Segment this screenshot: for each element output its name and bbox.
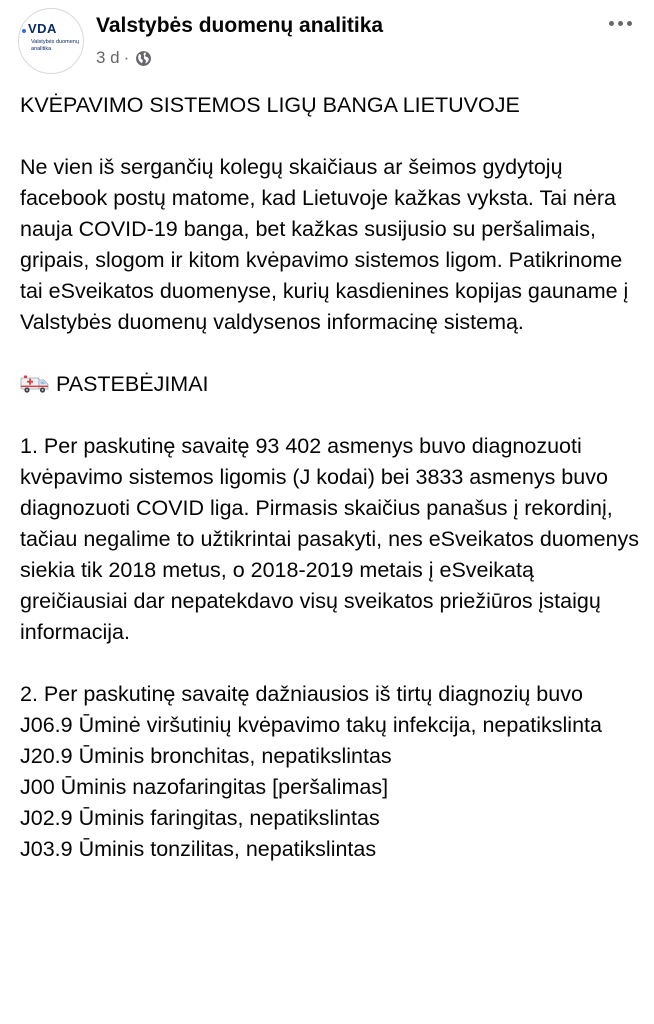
- more-options-dot: [618, 21, 623, 26]
- post-header: [18, 8, 638, 78]
- avatar-brand: VDA: [28, 21, 57, 36]
- post-intro: Ne vien iš sergančių kolegų skaičiaus ar šeimos gydytojų facebook postų matome, kad Lietuvoje kažkas vyksta. Tai nėra nauja COVID-19 banga, bet kažkas susijusio su peršalimais, gripais, slogom ir kitom kvėpavimo sistemos ligom. Patikrinome tai eSveikatos duomenyse, kurių kasdienines kopijas gauname į Valstybės duomenų valdysenos informacinę sistemą.: [20, 155, 635, 334]
- section-heading: PASTEBĖJIMAI: [56, 372, 209, 396]
- more-options-icon: [609, 21, 614, 26]
- avatar-subtitle: Valstybės duomenų analitika: [31, 39, 79, 52]
- point-2-intro: 2. Per paskutinę savaitę dažniausios iš tirtų diagnozių buvo: [20, 682, 583, 706]
- meta-separator: ·: [123, 48, 130, 67]
- logo-dot: [22, 29, 26, 33]
- diagnosis-item: J20.9 Ūminis bronchitas, nepatikslintas: [20, 744, 392, 768]
- page-name[interactable]: Valstybės duomenų analitika: [96, 14, 384, 37]
- post-meta: [96, 48, 152, 68]
- globe-icon: [135, 50, 152, 67]
- post-title: KVĖPAVIMO SISTEMOS LIGŲ BANGA LIETUVOJE: [20, 93, 520, 117]
- avatar[interactable]: [18, 8, 84, 74]
- section-heading-line: [20, 369, 640, 400]
- diagnosis-item: J02.9 Ūminis faringitas, nepatikslintas: [20, 806, 380, 830]
- spacer: [20, 400, 640, 431]
- diagnosis-item: J00 Ūminis nazofaringitas [peršalimas]: [20, 775, 389, 799]
- post-body: [20, 90, 646, 865]
- ambulance-icon: [20, 372, 50, 394]
- spacer: [20, 648, 640, 679]
- spacer: [20, 121, 640, 152]
- diagnosis-item: J03.9 Ūminis tonzilitas, nepatikslintas: [20, 837, 377, 861]
- post-time[interactable]: 3 d: [96, 48, 120, 67]
- diagnosis-item: J06.9 Ūminė viršutinių kvėpavimo takų infekcija, nepatikslinta: [20, 713, 602, 737]
- more-options-button[interactable]: [602, 8, 638, 38]
- spacer: [20, 338, 640, 369]
- more-options-dot: [627, 21, 632, 26]
- point-1: 1. Per paskutinę savaitę 93 402 asmenys buvo diagnozuoti kvėpavimo sistemos ligomis (J kodai) bei 3833 asmenys buvo diagnozuoti COVID liga. Pirmasis skaičius panašus į rekordinį, tačiau negalime to užtikrintai pasakyti, nes eSveikatos duomenys siekia tik 2018 metus, o 2018-2019 metais į eSveikatą greičiausiai dar nepatekdavo visų sveikatos priežiūros įstaigų informacija.: [20, 434, 646, 644]
